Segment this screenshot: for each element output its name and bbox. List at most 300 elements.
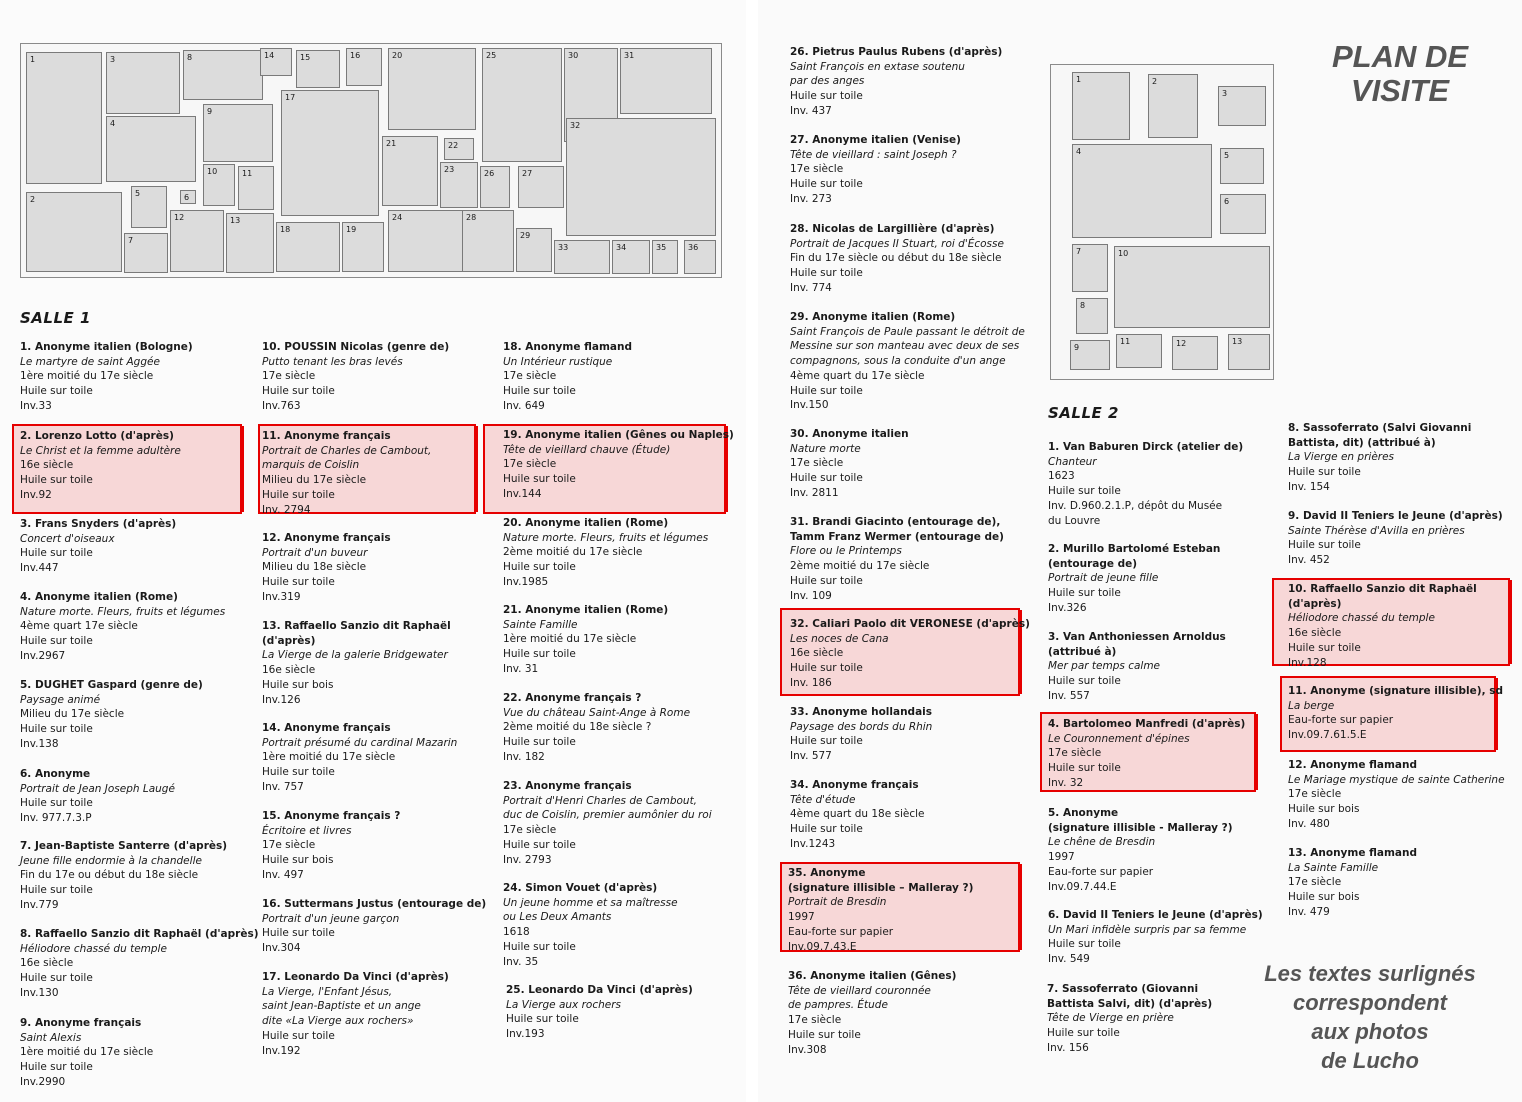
entry-heading: 26. Pietrus Paulus Rubens (d'après) [790,46,1003,58]
entry-detail: Inv.09.7.43.E [788,940,857,953]
entry-heading: 1. Van Baburen Dirck (atelier de) [1048,441,1244,453]
entry-heading: 36. Anonyme italien (Gênes) [788,970,957,982]
entry-heading: 18. Anonyme flamand [503,341,632,353]
entry-detail: Huile sur toile [503,736,576,749]
entry-title: Portrait d'un jeune garçon [262,912,400,925]
entry-title: Chanteur [1048,455,1097,468]
room-11: 11 [1116,334,1162,368]
entry-heading: 13. Anonyme flamand [1288,847,1417,859]
entry-detail: 17e siècle [1048,747,1102,760]
entry-detail: Huile sur toile [506,1013,579,1026]
salle-2-entry-2 [1048,542,1220,616]
entry-detail: Inv.193 [506,1028,545,1041]
entry-heading: 29. Anonyme italien (Rome) [790,311,956,323]
entry-title: Tête de vieillard chauve (Étude) [503,443,671,456]
room-26: 26 [480,166,510,208]
entry-heading: 23. Anonyme français [503,780,632,792]
salle-1-heading: SALLE 1 [20,309,91,327]
room-3: 3 [106,52,180,114]
entry-title: Portrait de Jacques II Stuart, roi d'Écosse [790,237,1004,250]
salle-1-entry-12 [262,531,391,605]
entry-detail: Inv.326 [1048,601,1087,614]
room-1: 1 [1072,72,1130,140]
entry-heading: 1. Anonyme italien (Bologne) [20,341,193,353]
room-35: 35 [652,240,678,274]
entry-title: par des anges [790,75,865,88]
entry-detail: Inv. 2794 [262,503,311,516]
salle-1-entry-28 [790,222,1004,296]
entry-detail: Inv.1985 [503,575,549,588]
entry-detail: Inv.128 [1288,656,1327,669]
room-12: 12 [170,210,224,272]
salle-1-entry-4 [20,590,225,664]
entry-detail: Huile sur bois [1288,891,1360,904]
entry-title: Portrait de Jean Joseph Laugé [20,782,175,795]
entry-detail: Inv. 452 [1288,554,1330,567]
room-4: 4 [106,116,196,182]
entry-detail: Huile sur toile [503,473,576,486]
entry-title: Flore ou le Printemps [790,545,902,558]
entry-detail: 1ère moitié du 17e siècle [20,1046,154,1059]
entry-detail: Inv. 154 [1288,480,1330,493]
highlight-note [1240,959,1500,1075]
entry-detail: Huile sur toile [790,472,863,485]
entry-detail: Inv. 186 [790,676,832,689]
entry-heading: 9. Anonyme français [20,1017,142,1029]
salle-1-entry-13 [262,619,451,707]
salle-2-entry-5 [1048,806,1233,894]
salle-2-entry-13 [1288,846,1417,920]
entry-title: Nature morte. Fleurs, fruits et légumes [20,605,226,618]
entry-title: Le Mariage mystique de sainte Catherine [1288,773,1505,786]
entry-heading: 11. Anonyme français [262,430,391,442]
entry-detail: Inv. 109 [790,589,832,602]
entry-title: Portrait de Charles de Cambout, [262,444,432,457]
salle-1-entry-23 [503,779,712,867]
entry-heading: 5. Anonyme [1048,807,1119,819]
entry-detail: 17e siècle [503,824,557,837]
entry-title: duc de Coislin, premier aumônier du roi [503,809,712,822]
entry-title: Putto tenant les bras levés [262,355,403,368]
entry-detail: 16e siècle [1288,627,1342,640]
room-3: 3 [1218,86,1266,126]
entry-detail: Huile sur toile [20,884,93,897]
entry-detail: (d'après) [1288,597,1342,610]
entry-heading: 24. Simon Vouet (d'après) [503,882,658,894]
room-1: 1 [26,52,102,184]
room-12: 12 [1172,336,1218,370]
entry-title: Le martyre de saint Aggée [20,355,160,368]
entry-heading: 4. Bartolomeo Manfredi (d'après) [1048,718,1246,730]
entry-title: Nature morte. Fleurs, fruits et légumes [503,531,709,544]
entry-title: Héliodore chassé du temple [1288,612,1435,625]
salle-2-entry-7 [1047,982,1212,1056]
salle-1-entry-18 [503,340,632,414]
salle-1-entry-10 [262,340,449,414]
entry-heading: 33. Anonyme hollandais [790,706,933,718]
entry-heading: 4. Anonyme italien (Rome) [20,591,178,603]
entry-heading: 12. Anonyme flamand [1288,759,1417,771]
entry-detail: Huile sur toile [262,1029,335,1042]
entry-heading: 7. Jean-Baptiste Santerre (d'après) [20,840,228,852]
room-7: 7 [124,233,168,273]
entry-detail: Inv.779 [20,898,59,911]
entry-title: Tête de vieillard couronnée [788,984,931,997]
entry-detail: Huile sur toile [262,766,335,779]
salle-1-entry-11 [262,429,431,517]
entry-detail: Huile sur toile [262,488,335,501]
salle-1-entry-30 [790,427,909,501]
entry-heading: 28. Nicolas de Largillière (d'après) [790,223,995,235]
room-5: 5 [1220,148,1264,184]
entry-detail: 17e siècle [788,1014,842,1027]
entry-title: marquis de Coislin [262,459,360,472]
entry-detail: Huile sur toile [503,561,576,574]
entry-detail: Huile sur toile [20,635,93,648]
entry-detail: Tamm Franz Wermer (entourage de) [790,530,1004,543]
entry-detail: Inv. 577 [790,750,832,763]
entry-detail: Eau-forte sur papier [788,925,894,938]
entry-title: La Vierge, l'Enfant Jésus, [262,985,393,998]
room-16: 16 [346,48,382,86]
entry-heading: 9. David II Teniers le Jeune (d'après) [1288,510,1503,522]
entry-detail: 2ème moitié du 17e siècle [790,560,930,573]
entry-heading: 8. Raffaello Sanzio dit Raphaël (d'après) [20,928,259,940]
room-27: 27 [518,166,564,208]
entry-detail: Inv. 156 [1047,1041,1089,1054]
salle-1-entry-2 [20,429,181,503]
salle-1-entry-21 [503,603,668,677]
entry-title: Nature morte [790,442,861,455]
entry-heading: 7. Sassoferrato (Giovanni [1047,983,1199,995]
entry-detail: Huile sur toile [1288,641,1361,654]
room-14: 14 [260,48,292,76]
entry-title: Le Couronnement d'épines [1048,732,1190,745]
room-22: 22 [444,138,474,160]
entry-title: La Vierge en prières [1288,451,1395,464]
room-2: 2 [1148,74,1198,138]
entry-title: Le chêne de Bresdin [1048,836,1156,849]
entry-title: Paysage des bords du Rhin [790,720,933,733]
entry-detail: Huile sur toile [20,797,93,810]
entry-detail: 4ème quart du 18e siècle [790,808,925,821]
page-fold [746,0,758,1102]
entry-heading: 2. Lorenzo Lotto (d'après) [20,430,174,442]
entry-detail: Battista Salvi, dit) (d'après) [1047,997,1213,1010]
entry-title: Tête de vieillard : saint Joseph ? [790,148,957,161]
entry-detail: Huile sur toile [790,735,863,748]
entry-detail: Inv. 2811 [790,486,839,499]
entry-detail: Huile sur bois [262,854,334,867]
room-7: 7 [1072,244,1108,292]
salle-1-entry-15 [262,809,400,883]
entry-heading: 14. Anonyme français [262,722,391,734]
entry-detail: Inv.2990 [20,1075,66,1088]
entry-detail: Huile sur toile [20,1061,93,1074]
entry-detail: Huile sur toile [262,576,335,589]
salle-2-entry-12 [1288,758,1505,832]
entry-detail: 1ère moitié du 17e siècle [20,370,154,383]
entry-detail: Inv. 273 [790,192,832,205]
room-4: 4 [1072,144,1212,238]
plan-de-visite-title [1300,40,1500,108]
entry-detail: Huile sur toile [503,385,576,398]
entry-detail: Inv.308 [788,1043,827,1056]
room-24: 24 [388,210,484,272]
entry-detail: 1623 [1048,470,1075,483]
entry-detail: Huile sur toile [262,927,335,940]
salle-1-entry-9 [20,1016,153,1090]
entry-detail: Inv.33 [20,399,52,412]
entry-title: Portrait de Bresdin [788,896,887,909]
entry-detail: Milieu du 17e siècle [20,708,125,721]
room-29: 29 [516,228,552,272]
entry-heading: 17. Leonardo Da Vinci (d'après) [262,971,449,983]
entry-detail: 1997 [788,911,815,924]
note-line-3: aux photos [1311,1019,1429,1044]
entry-detail: Inv.2967 [20,649,66,662]
room-33: 33 [554,240,610,274]
entry-detail: 1ère moitié du 17e siècle [262,751,396,764]
entry-title: Héliodore chassé du temple [20,942,167,955]
salle-1-entry-5 [20,678,203,752]
salle-1-entry-29 [790,310,1025,413]
salle-2-entry-10 [1288,582,1477,670]
entry-detail: Inv. 479 [1288,905,1330,918]
salle-1-entry-32 [790,617,1030,691]
entry-detail: Inv.92 [20,488,52,501]
entry-detail: Inv. 32 [1048,776,1084,789]
entry-heading: 31. Brandi Giacinto (entourage de), [790,516,1001,528]
entry-detail: 17e siècle [262,370,316,383]
salle-2-entry-9 [1288,509,1503,568]
entry-detail: Inv. 774 [790,281,832,294]
entry-detail: 16e siècle [20,957,74,970]
entry-detail: Huile sur toile [790,823,863,836]
salle-1-entry-17 [262,970,449,1058]
title-line-1: PLAN DE [1331,39,1469,74]
entry-title: Portrait d'un buveur [262,546,368,559]
salle-1-entry-1 [20,340,193,414]
entry-detail: Inv.130 [20,986,59,999]
note-line-2: correspondent [1292,990,1448,1015]
entry-heading: 25. Leonardo Da Vinci (d'après) [506,984,693,996]
room-11: 11 [238,166,274,210]
entry-detail: 17e siècle [503,370,557,383]
entry-title: Saint François en extase soutenu [790,60,965,73]
entry-title: Tête d'étude [790,793,856,806]
salle-1-entry-22 [503,691,690,765]
entry-title: La Vierge aux rochers [506,998,622,1011]
entry-heading: 3. Van Anthoniessen Arnoldus [1048,631,1226,643]
entry-detail: 1ère moitié du 17e siècle [503,633,637,646]
entry-title: ou Les Deux Amants [503,911,612,924]
entry-title: Portrait présumé du cardinal Mazarin [262,736,458,749]
room-25: 25 [482,48,562,162]
entry-heading: 6. David II Teniers le Jeune (d'après) [1048,909,1263,921]
room-13: 13 [226,213,274,273]
room-5: 5 [131,186,167,228]
entry-detail: Inv. 649 [503,399,545,412]
entry-title: Portrait de jeune fille [1048,572,1159,585]
entry-detail: 16e siècle [20,459,74,472]
room-15: 15 [296,50,340,88]
entry-detail: Huile sur toile [790,662,863,675]
entry-title: Tête de Vierge en prière [1047,1012,1174,1025]
entry-detail: 2ème moitié du 17e siècle [503,546,643,559]
entry-detail: Inv.144 [503,487,542,500]
entry-heading: 3. Frans Snyders (d'après) [20,518,177,530]
entry-detail: 1997 [1048,851,1075,864]
room-36: 36 [684,240,716,274]
salle-1-entry-25 [506,983,693,1042]
entry-detail: Inv. 35 [503,955,539,968]
entry-detail: Inv.09.7.44.E [1048,880,1117,893]
entry-detail: Huile sur toile [790,574,863,587]
salle-1-entry-6 [20,767,175,826]
entry-title: Portrait d'Henri Charles de Cambout, [503,794,698,807]
entry-detail: Huile sur toile [1048,938,1121,951]
entry-heading: 19. Anonyme italien (Gênes ou Naples) [503,429,734,441]
entry-detail: Inv.138 [20,737,59,750]
entry-title: Un Intérieur rustique [503,355,613,368]
entry-detail: Huile sur toile [1048,762,1121,775]
entry-heading: 20. Anonyme italien (Rome) [503,517,669,529]
entry-detail: Huile sur toile [503,940,576,953]
salle-2-entry-6 [1048,908,1263,967]
entry-detail: Huile sur toile [1048,587,1121,600]
entry-detail: Huile sur bois [262,678,334,691]
entry-title: Jeune fille endormie à la chandelle [20,854,202,867]
entry-heading: 21. Anonyme italien (Rome) [503,604,669,616]
entry-heading: 27. Anonyme italien (Venise) [790,134,961,146]
entry-heading: 12. Anonyme français [262,532,391,544]
entry-detail: Eau-forte sur papier [1288,714,1394,727]
entry-detail: Inv. 977.7.3.P [20,812,92,825]
entry-detail: Inv. 182 [503,750,545,763]
salle-2-heading: SALLE 2 [1048,404,1119,422]
entry-detail: Inv.319 [262,590,301,603]
room-13: 13 [1228,334,1270,370]
entry-detail: Huile sur toile [1288,539,1361,552]
salle-2-entry-8 [1288,421,1471,495]
salle-2-entry-4 [1048,717,1245,791]
entry-detail: Huile sur toile [1048,675,1121,688]
salle-1-entry-24 [503,881,678,969]
entry-heading: 11. Anonyme (signature illisible), sd [1288,685,1503,697]
entry-detail: Fin du 17e ou début du 18e siècle [20,869,199,882]
entry-detail: 4ème quart 17e siècle [20,620,138,633]
title-line-2: VISITE [1350,73,1450,108]
entry-detail: Inv.09.7.61.5.E [1288,729,1367,742]
entry-detail: 1618 [503,926,530,939]
room-17: 17 [281,90,379,216]
entry-heading: 30. Anonyme italien [790,428,909,440]
room-10: 10 [203,164,235,206]
entry-detail: 2ème moitié du 18e siècle ? [503,721,652,734]
salle-1-entry-36 [788,969,956,1057]
salle-2-entry-3 [1048,630,1226,704]
room-34: 34 [612,240,650,274]
room-8: 8 [1076,298,1108,334]
entry-detail: Huile sur bois [1288,803,1360,816]
entry-detail: Inv.150 [790,399,829,412]
entry-title: La Vierge de la galerie Bridgewater [262,649,448,662]
entry-title: Mer par temps calme [1048,660,1161,673]
salle-1-entry-3 [20,517,176,576]
entry-detail: Huile sur toile [20,972,93,985]
room-9: 9 [1070,340,1110,370]
entry-title: Concert d'oiseaux [20,532,115,545]
entry-detail: 17e siècle [262,839,316,852]
entry-detail: Huile sur toile [503,648,576,661]
entry-detail: Inv. 549 [1048,953,1090,966]
entry-detail: Inv. 437 [790,104,832,117]
salle-1-entry-35 [788,866,973,954]
entry-heading: 8. Sassoferrato (Salvi Giovanni [1288,422,1472,434]
entry-heading: 6. Anonyme [20,768,91,780]
entry-detail: Huile sur toile [20,385,93,398]
entry-title: Vue du château Saint-Ange à Rome [503,706,691,719]
entry-heading: 2. Murillo Bartolomé Esteban [1048,543,1221,555]
entry-title: compagnons, sous la conduite d'un ange [790,355,1006,368]
entry-title: La Sainte Famille [1288,861,1379,874]
entry-detail: Huile sur toile [790,384,863,397]
entry-detail: Inv. 2793 [503,853,552,866]
room-6: 6 [1220,194,1266,234]
salle-1-entry-14 [262,721,457,795]
entry-detail: 16e siècle [790,647,844,660]
salle-1-entry-16 [262,897,486,956]
entry-detail: Inv.763 [262,399,301,412]
room-8: 8 [183,50,263,100]
salle-1-entry-7 [20,839,227,913]
entry-detail: Huile sur toile [1048,485,1121,498]
salle-2-entry-1 [1048,440,1243,528]
entry-detail: Inv. 557 [1048,689,1090,702]
salle-1-entry-8 [20,927,259,1001]
entry-detail: Huile sur toile [1047,1027,1120,1040]
entry-heading: 10. Raffaello Sanzio dit Raphaël [1288,583,1477,595]
entry-detail: du Louvre [1048,514,1101,527]
salle-1-entry-20 [503,516,708,590]
entry-title: Paysage animé [20,693,101,706]
entry-title: Un Mari infidèle surpris par sa femme [1048,923,1247,936]
room-30: 30 [564,48,618,142]
salle-1-entry-33 [790,705,932,764]
entry-heading: 10. POUSSIN Nicolas (genre de) [262,341,450,353]
entry-heading: 35. Anonyme [788,867,866,879]
entry-title: Sainte Famille [503,618,578,631]
entry-detail: 17e siècle [790,163,844,176]
note-line-1: Les textes surlignés [1264,961,1476,986]
entry-heading: 34. Anonyme français [790,779,919,791]
entry-detail: Inv.447 [20,562,59,575]
entry-title: saint Jean-Baptiste et un ange [262,1000,421,1013]
entry-detail: Fin du 17e siècle ou début du 18e siècle [790,252,1002,265]
entry-heading: 22. Anonyme français ? [503,692,642,704]
note-line-4: de Lucho [1321,1048,1419,1073]
entry-heading: 5. DUGHET Gaspard (genre de) [20,679,203,691]
entry-title: Un jeune homme et sa maîtresse [503,896,678,909]
room-18: 18 [276,222,340,272]
entry-detail: 17e siècle [503,458,557,471]
entry-detail: Milieu du 17e siècle [262,474,367,487]
room-19: 19 [342,222,384,272]
entry-detail: Huile sur toile [20,474,93,487]
room-10: 10 [1114,246,1270,328]
room-23: 23 [440,162,478,208]
